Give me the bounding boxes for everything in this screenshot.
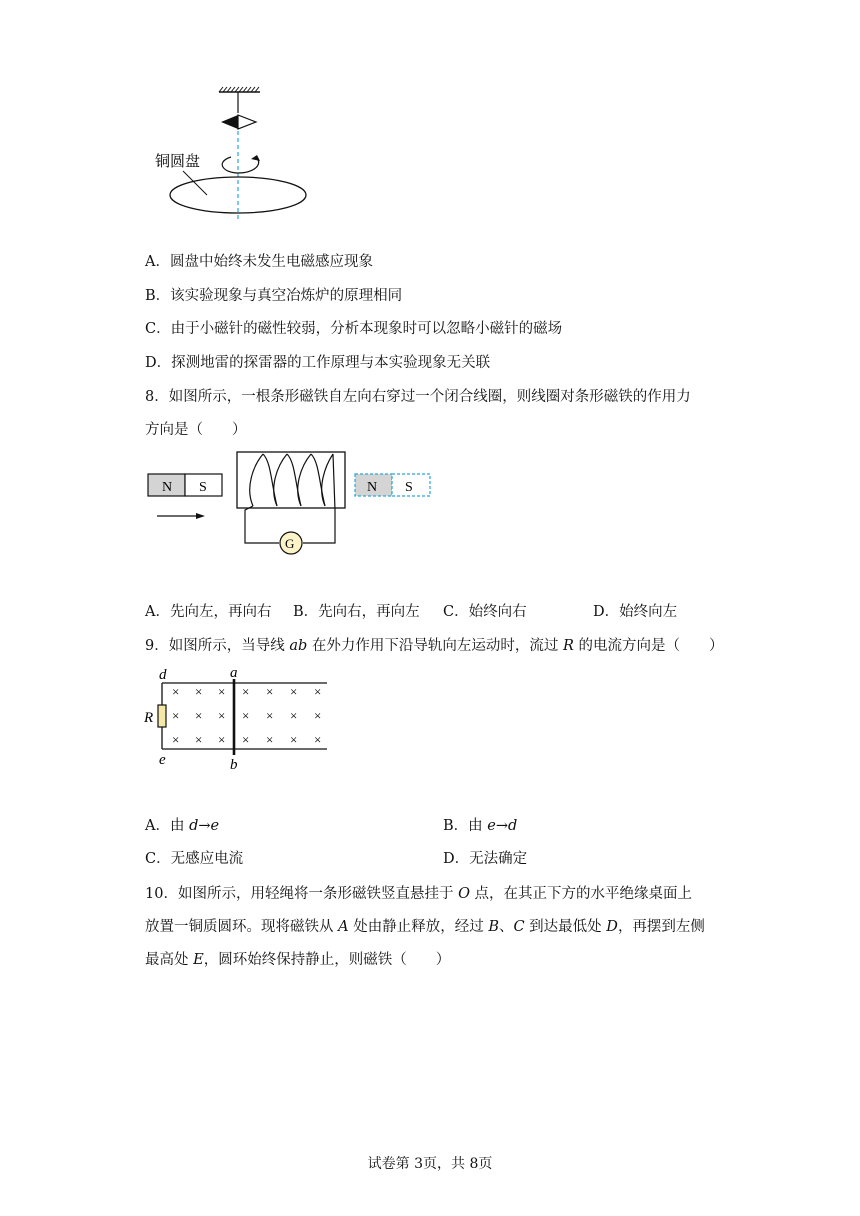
- q7-option-b: B．该实验现象与真空冶炼炉的原理相同: [145, 288, 403, 304]
- q10-l2-D: D: [606, 919, 618, 935]
- field-cross-1-3: ×: [242, 708, 250, 723]
- q10-l2-e: ，再摆到左侧: [617, 919, 705, 935]
- field-cross-2-4: ×: [266, 732, 274, 747]
- field-cross-1-1: ×: [195, 708, 203, 723]
- field-cross-0-0: ×: [172, 684, 180, 699]
- field-cross-1-4: ×: [266, 708, 274, 723]
- motion-arrowhead: [196, 513, 205, 519]
- rail-figure: [142, 663, 342, 773]
- q9-option-a-prefix: A．由: [145, 818, 190, 834]
- q9-option-d: D．无法确定: [443, 851, 528, 867]
- rotation-arrowhead: [251, 155, 260, 161]
- field-cross-0-6: ×: [314, 684, 322, 699]
- field-cross-1-5: ×: [290, 708, 298, 723]
- q9-option-b: [443, 816, 517, 836]
- field-cross-0-3: ×: [242, 684, 250, 699]
- q10-l2-a: 放置一铜质圆环。现将磁铁从: [145, 919, 339, 935]
- q9-option-b-prefix: B．由: [443, 818, 488, 834]
- field-cross-1-2: ×: [218, 708, 226, 723]
- field-cross-0-2: ×: [218, 684, 226, 699]
- label-a: a: [230, 665, 238, 681]
- q9-option-a: [145, 816, 219, 836]
- field-cross-2-5: ×: [290, 732, 298, 747]
- field-cross-2-0: ×: [172, 732, 180, 747]
- q9-option-b-value: e→d: [487, 818, 518, 834]
- field-cross-2-3: ×: [242, 732, 250, 747]
- page-footer: 试卷第 3页，共 8页: [367, 1156, 493, 1172]
- q10-l3-a: 最高处: [145, 952, 194, 968]
- needle-dark-half: [221, 115, 238, 129]
- q9-stem-mid: 在外力作用下沿导轨向左运动时，流过: [307, 638, 563, 654]
- q9-stem-prefix: 9．如图所示，当导线: [145, 638, 290, 654]
- needle-light-half: [238, 115, 256, 129]
- resistor: [158, 705, 166, 727]
- left-magnet-s-label: S: [199, 480, 207, 495]
- q10-stem-line1: [145, 884, 692, 904]
- coil-magnet-figure: [145, 448, 440, 560]
- q10-l2-A: A: [338, 919, 349, 935]
- q10-l2-b: 处由静止释放，经过: [348, 919, 489, 935]
- magnetic-field: [172, 684, 321, 747]
- q10-l2-c: 、: [498, 919, 514, 935]
- field-cross-0-4: ×: [266, 684, 274, 699]
- q10-l2-C: C: [513, 919, 525, 935]
- q8-stem-line1: 8．如图所示，一根条形磁铁自左向右穿过一个闭合线圈，则线圈对条形磁铁的作用力: [145, 389, 691, 405]
- right-magnet-n-label: N: [367, 480, 378, 495]
- galvanometer-label: G: [285, 536, 295, 551]
- label-d: d: [159, 667, 167, 683]
- right-magnet-s-label: S: [405, 480, 413, 495]
- disk-label: 铜圆盘: [155, 154, 201, 170]
- field-cross-2-1: ×: [195, 732, 203, 747]
- field-cross-1-0: ×: [172, 708, 180, 723]
- label-e: e: [159, 752, 166, 768]
- field-cross-0-5: ×: [290, 684, 298, 699]
- q9-stem: [145, 636, 724, 656]
- q9-option-a-value: d→e: [189, 818, 220, 834]
- q9-stem-ab: ab: [289, 638, 308, 654]
- q8-option-c: C．始终向右: [443, 604, 527, 620]
- q8-option-a: A．先向左，再向右: [145, 604, 272, 620]
- field-cross-1-6: ×: [314, 708, 322, 723]
- q10-l2-d: 到达最低处: [524, 919, 607, 935]
- field-cross-0-1: ×: [195, 684, 203, 699]
- label-R: R: [144, 710, 154, 726]
- q10-stem-line3: [145, 950, 450, 970]
- q7-option-a: A．圆盘中始终未发生电磁感应现象: [145, 254, 373, 270]
- left-magnet-n-label: N: [162, 480, 173, 495]
- field-cross-2-2: ×: [218, 732, 226, 747]
- q10-l1-O: O: [458, 886, 470, 902]
- q10-stem-line2: [145, 917, 705, 937]
- q10-l2-B: B: [488, 919, 499, 935]
- q8-option-b: B．先向右，再向左: [293, 604, 420, 620]
- q7-option-d: D．探测地雷的探雷器的工作原理与本实验现象无关联: [145, 355, 491, 371]
- q10-l3-E: E: [193, 952, 204, 968]
- label-b: b: [230, 757, 238, 773]
- q7-option-c: C．由于小磁针的磁性较弱，分析本现象时可以忽略小磁针的磁场: [145, 321, 563, 337]
- q8-option-d: D．始终向左: [593, 604, 678, 620]
- copper-disk-figure: [145, 85, 325, 225]
- q10-l3-b: ，圆环始终保持静止，则磁铁（ ）: [203, 952, 451, 968]
- q9-stem-suffix: 的电流方向是（ ）: [573, 638, 724, 654]
- field-cross-2-6: ×: [314, 732, 322, 747]
- q10-l1-a: 10．如图所示，用轻绳将一条形磁铁竖直悬挂于: [145, 886, 459, 902]
- q9-option-c: C．无感应电流: [145, 851, 244, 867]
- q10-l1-b: 点，在其正下方的水平绝缘桌面上: [469, 886, 693, 902]
- circuit-wire: [245, 506, 279, 543]
- q9-stem-r: R: [563, 638, 574, 654]
- q8-stem-line2: 方向是（ ）: [145, 422, 247, 438]
